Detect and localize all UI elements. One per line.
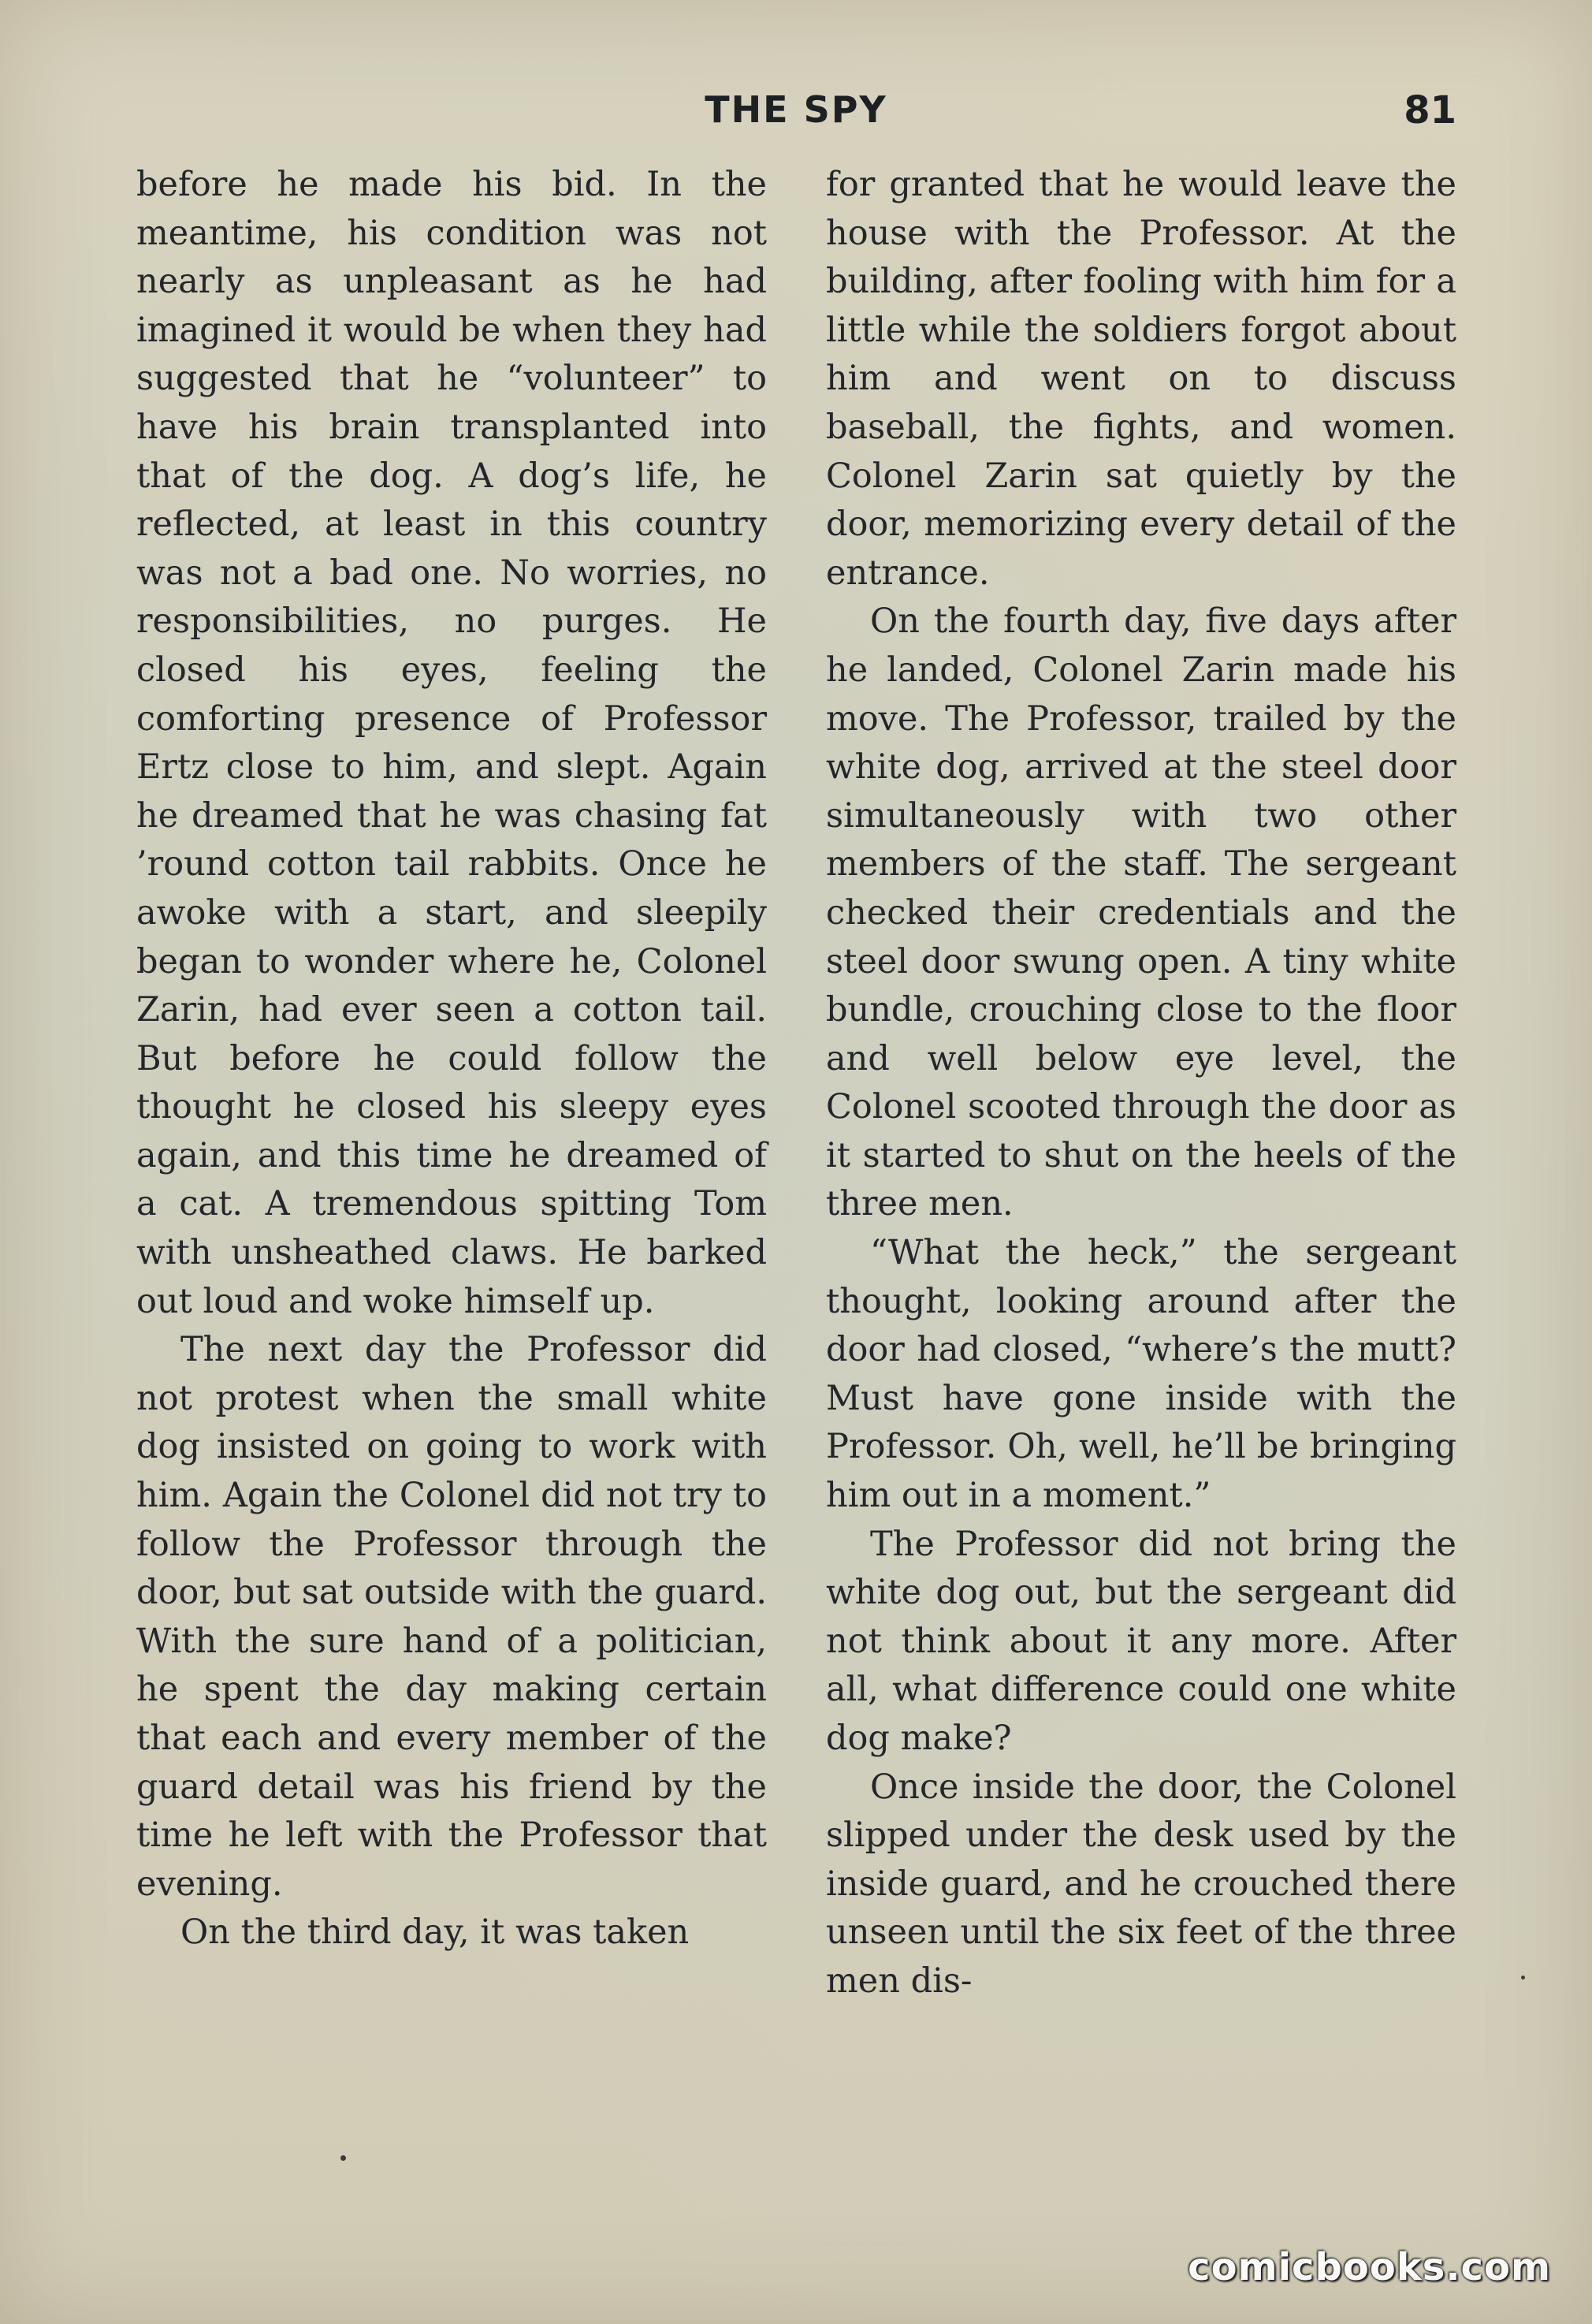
paper-speck — [1521, 1976, 1525, 1979]
paragraph: before he made his bid. In the meantime, his condition was not nearly as unpleasant as he had imagined it would be when they had suggested that he “volunteer” to have his brain transplanted into that of the dog. A dog’s life, he reflected, at least in this country was not a bad one. No worries, no responsibilities, no purges. He closed his eyes, feeling the comforting presence of Professor Ertz close to him, and slept. Again he dreamed that he was chasing fat ’round cotton tail rabbits. Once he awoke with a start, and sleepily began to wonder where he, Colonel Zarin, had ever seen a cotton tail. But before he could follow the thought he closed his sleepy eyes again, and this time he dreamed of a cat. A tremendous spitting Tom with unsheathed claws. He barked out loud and woke himself up. — [136, 165, 767, 1321]
page-header — [0, 88, 1592, 151]
paragraph: The next day the Professor did not protest when the small white dog insisted on going to work with him. Again the Colonel did not try to follow the Professor through the door, but sat outside with the guard. With the sure hand of a politician, he spent the day making certain that each and every member of the guard detail was his friend by the time he left with the Professor that evening. — [136, 1330, 767, 1904]
paragraph: On the third day, it was taken — [180, 1912, 690, 1953]
paragraph: On the fourth day, five days after he landed, Colonel Zarin made his move. The Professor, trailed by the white dog, arrived at the steel door simultaneously with two other members of the staff. The sergeant checked their credentials and the steel door swung open. A tiny white bundle, crouching close to the floor and well below eye level, the Colonel scooted through the door as it started to shut on the heels of the three men. — [826, 601, 1456, 1224]
paragraph: for granted that he would leave the house with the Professor. At the building, after fooling with him for a little while the soldiers forgot about him and went on to discuss baseball, the fights, and women. Colonel Zarin sat quietly by the door, memorizing every detail of the entrance. — [826, 165, 1456, 593]
text-column-right — [826, 161, 1456, 2006]
paper-speck — [340, 2155, 346, 2161]
running-title: THE SPY — [705, 88, 887, 131]
watermark: comicbooks.com — [1188, 2245, 1551, 2289]
text-column-left — [136, 161, 767, 1957]
paragraph: The Professor did not bring the white dog out, but the sergeant did not think about it any more. After all, what difference could one white dog make? — [826, 1524, 1456, 1758]
paragraph: Once inside the door, the Colonel slipped under the desk used by the inside guard, and he crouched there unseen until the six feet of the three men dis- — [826, 1767, 1456, 2001]
paragraph: “What the heck,” the sergeant thought, looking around after the door had closed, “where’s the mutt? Must have gone inside with the Professor. Oh, well, he’ll be bringing him out in a moment.” — [826, 1233, 1456, 1516]
page-number: 81 — [1404, 88, 1456, 132]
